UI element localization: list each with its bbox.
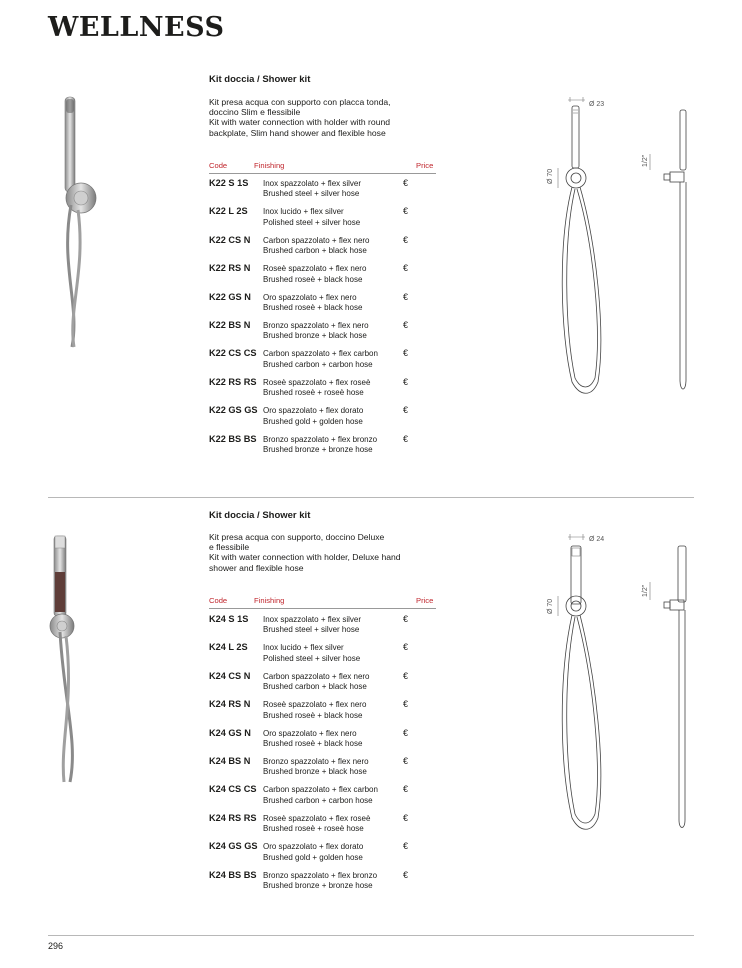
table-row: K22 GS GS Oro spazzolato + flex dorato Brushed gold + golden hose €	[209, 405, 409, 426]
dim-height: Ø 70	[547, 168, 554, 184]
table-row: K24 RS RS Roseè spazzolato + flex roseè Brushed roseè + roseè hose €	[209, 812, 409, 834]
code-header: Code	[209, 596, 228, 605]
section-title: Kit doccia / Shower kit	[209, 510, 311, 521]
page-title: WELLNESS	[48, 12, 225, 43]
section-divider	[48, 497, 694, 498]
finishing-header: Finishing	[254, 161, 285, 170]
price-header: Price	[416, 161, 434, 170]
dim-thread: 1/2"	[642, 584, 649, 597]
finishing-header: Finishing	[254, 596, 285, 605]
dim-thread: 1/2"	[642, 154, 649, 167]
dim-height: Ø 70	[547, 598, 554, 614]
table-row: K22 S 1S Inox spazzolato + flex silver Brushed steel + silver hose €	[209, 178, 409, 199]
table-header	[209, 596, 436, 609]
table-row: K22 RS N Roseè spazzolato + flex nero Brushed roseè + black hose €	[209, 263, 409, 284]
dim-diameter: Ø 24	[589, 536, 605, 543]
footer-divider	[48, 935, 694, 936]
table-row: K24 CS N Carbon spazzolato + flex nero Brushed carbon + black hose €	[209, 670, 409, 692]
table-row: K22 CS N Carbon spazzolato + flex nero Brushed carbon + black hose €	[209, 234, 409, 256]
section-title: Kit doccia / Shower kit	[209, 74, 311, 85]
section-description: Kit presa acqua con supporto con placca tonda, doccino Slim e flessibile Kit with water connection with holder with round backplate, Slim hand shower and flexible hose	[209, 97, 391, 138]
section-description: Kit presa acqua con supporto, doccino Deluxe e flessibile Kit with water connection with holder, Deluxe hand shower and flexible hose	[209, 532, 401, 573]
table-row: K22 RS RS Roseè spazzolato + flex roseè Brushed roseè + roseè hose €	[209, 376, 409, 398]
table-row: K24 GS N Oro spazzolato + flex nero Brushed roseè + black hose €	[209, 727, 409, 748]
table-row: K24 RS N Roseè spazzolato + flex nero Brushed roseè + black hose €	[209, 699, 409, 720]
technical-drawing-side	[640, 528, 700, 838]
table-row: K24 BS N Bronzo spazzolato + flex nero Brushed bronze + black hose €	[209, 756, 409, 777]
table-row: K24 S 1S Inox spazzolato + flex silver Brushed steel + silver hose €	[209, 614, 409, 635]
table-row: K22 BS N Bronzo spazzolato + flex nero Brushed bronze + black hose €	[209, 320, 409, 341]
shower-kit-photo	[50, 95, 110, 355]
table-row: K22 GS N Oro spazzolato + flex nero Brushed roseè + black hose €	[209, 291, 409, 312]
table-header	[209, 161, 436, 174]
page-number: 296	[48, 941, 64, 951]
table-row: K22 L 2S Inox lucido + flex silver Polished steel + silver hose €	[209, 206, 409, 227]
technical-drawing-front	[540, 528, 620, 838]
table-row: K24 GS GS Oro spazzolato + flex dorato Brushed gold + golden hose €	[209, 841, 409, 862]
price-header: Price	[416, 596, 434, 605]
table-row: K24 L 2S Inox lucido + flex silver Polished steel + silver hose €	[209, 642, 409, 663]
table-row: K22 CS CS Carbon spazzolato + flex carbon Brushed carbon + carbon hose €	[209, 348, 409, 369]
table-row: K22 BS BS Bronzo spazzolato + flex bronzo Brushed bronze + bronze hose €	[209, 433, 409, 454]
shower-kit-photo	[50, 532, 110, 792]
code-header: Code	[209, 161, 228, 170]
technical-drawing-side	[640, 92, 700, 402]
technical-drawing-front	[540, 92, 620, 402]
dim-diameter: Ø 23	[589, 101, 605, 108]
table-row: K24 CS CS Carbon spazzolato + flex carbon Brushed carbon + carbon hose €	[209, 784, 409, 805]
table-row: K24 BS BS Bronzo spazzolato + flex bronzo Brushed bronze + bronze hose €	[209, 869, 409, 890]
